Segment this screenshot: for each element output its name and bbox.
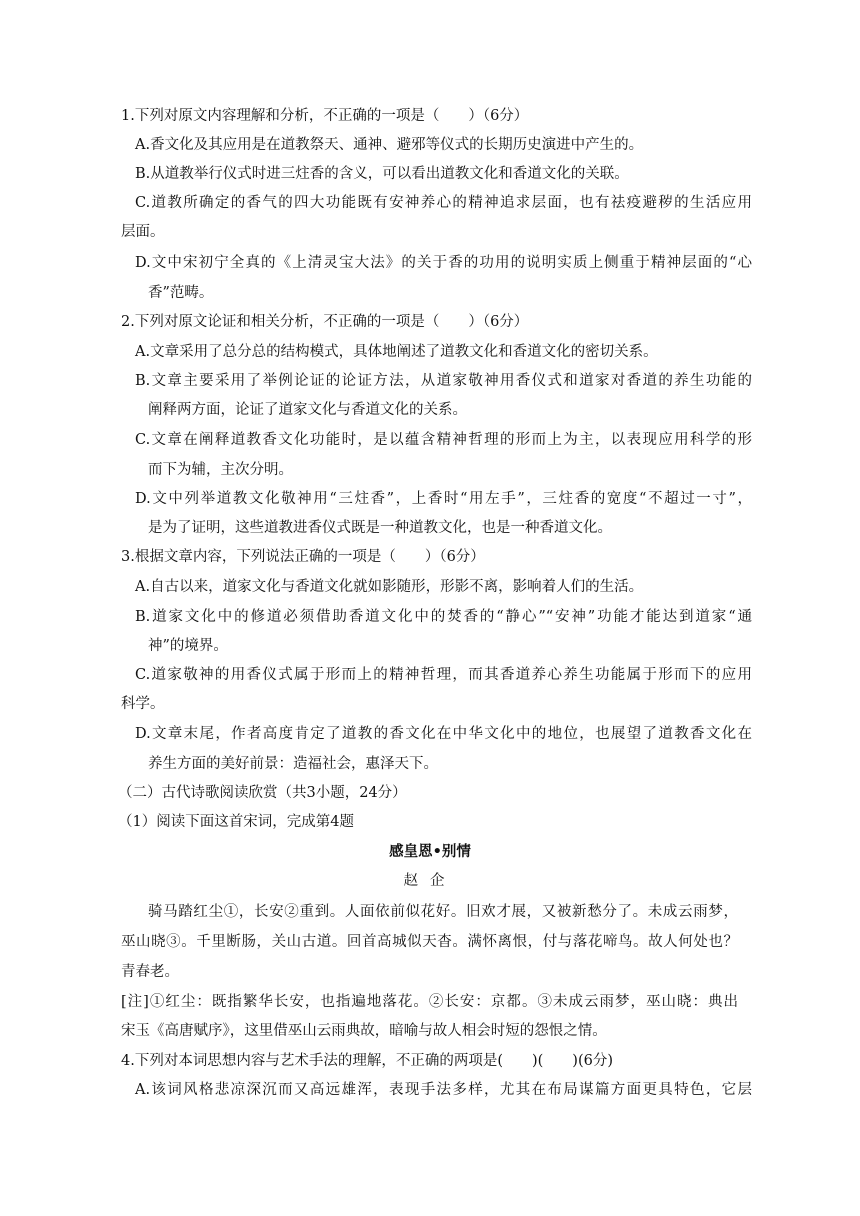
question-1-option-c: C.道教所确定的香气的四大功能既有安神养心的精神追求层面，也有祛疫避秽的生活应用 [135, 195, 752, 211]
poem-author: 赵企 [403, 873, 457, 889]
question-1-option-d-cont: 香”范畴。 [148, 285, 214, 301]
question-2-stem: 2.下列对原文论证和相关分析，不正确的一项是（ ）（6分） [121, 314, 529, 330]
question-1-option-d: D.文中宋初宁全真的《上清灵宝大法》的关于香的功用的说明实质上侧重于精神层面的“心 [135, 255, 752, 271]
question-1-option-c-cont: 层面。 [121, 224, 165, 240]
poem-line-1: 骑马踏红尘①，长安②重到。人面依前似花好。旧欢才展，又被新愁分了。未成云雨梦， [148, 904, 738, 920]
question-3-option-d: D.文章末尾，作者高度肯定了道教的香文化在中华文化中的地位，也展望了道教香文化在 [135, 726, 752, 742]
poem-title: 感皇恩•别情 [389, 844, 471, 860]
question-2-option-c: C.文章在阐释道教香文化功能时，是以蕴含精神哲理的形而上为主，以表现应用科学的形 [135, 432, 752, 448]
question-3-option-b: B.道家文化中的修道必须借助香道文化中的焚香的“静心”“安神”功能才能达到道家“通 [135, 609, 752, 625]
question-2-option-b-cont: 阐释两方面，论证了道家文化与香道文化的关系。 [148, 402, 467, 418]
question-3-option-d-cont: 养生方面的美好前景：造福社会，惠泽天下。 [148, 756, 438, 772]
poem-line-3: 青春老。 [121, 964, 179, 980]
section-heading-poetry: （二）古代诗歌阅读欣赏（共3小题，24分） [118, 785, 407, 801]
question-2-option-b: B.文章主要采用了举例论证的论证方法，从道家敬神用香仪式和道家对香道的养生功能的 [135, 373, 752, 389]
poem-line-2: 巫山晓③。千里断肠，关山古道。回首高城似天杳。满怀离恨，付与落花啼鸟。故人何处也？ [121, 934, 738, 950]
question-4-stem: 4.下列对本词思想内容与艺术手法的理解，不正确的两项是( )( )(6分) [121, 1053, 613, 1069]
poem-annotation-cont: 宋玉《高唐赋序》，这里借巫山云雨典故，暗喻与故人相会时短的怨恨之情。 [121, 1023, 607, 1039]
subsection-instruction: （1）阅读下面这首宋词，完成第4题 [118, 814, 354, 830]
question-2-option-d: D.文中列举道教文化敬神用“三炷香”，上香时“用左手”，三炷香的宽度“不超过一寸”， [135, 491, 752, 507]
question-1-option-a: A.香文化及其应用是在道教祭天、通神、避邪等仪式的长期历史演进中产生的。 [135, 137, 644, 153]
question-4-option-a: A.该词风格悲凉深沉而又高远雄浑，表现手法多样，尤其在布局谋篇方面更具特色，它层 [135, 1082, 752, 1098]
question-3-option-c-cont: 科学。 [121, 696, 165, 712]
poem-annotation: [注]①红尘：既指繁华长安，也指遍地落花。②长安：京都。③未成云雨梦，巫山晓：典出 [121, 994, 738, 1010]
question-3-option-b-cont: 神”的境界。 [148, 638, 228, 654]
question-3-option-a: A.自古以来，道家文化与香道文化就如影随形，形影不离，影响着人们的生活。 [135, 579, 644, 595]
question-2-option-a: A.文章采用了总分总的结构模式，具体地阐述了道教文化和香道文化的密切关系。 [135, 344, 658, 360]
question-1-option-b: B.从道教举行仪式时进三炷香的含义，可以看出道教文化和香道文化的关联。 [135, 166, 629, 182]
question-1-stem: 1.下列对原文内容理解和分析，不正确的一项是（ ）（6分） [121, 108, 529, 124]
question-2-option-d-cont: 是为了证明，这些道教进香仪式既是一种道教文化，也是一种香道文化。 [148, 520, 612, 536]
question-3-stem: 3.根据文章内容，下列说法正确的一项是（ ）（6分） [121, 549, 485, 565]
question-2-option-c-cont: 而下为辅，主次分明。 [148, 462, 293, 478]
question-3-option-c: C.道家敬神的用香仪式属于形而上的精神哲理，而其香道养心养生功能属于形而下的应用 [135, 667, 752, 683]
